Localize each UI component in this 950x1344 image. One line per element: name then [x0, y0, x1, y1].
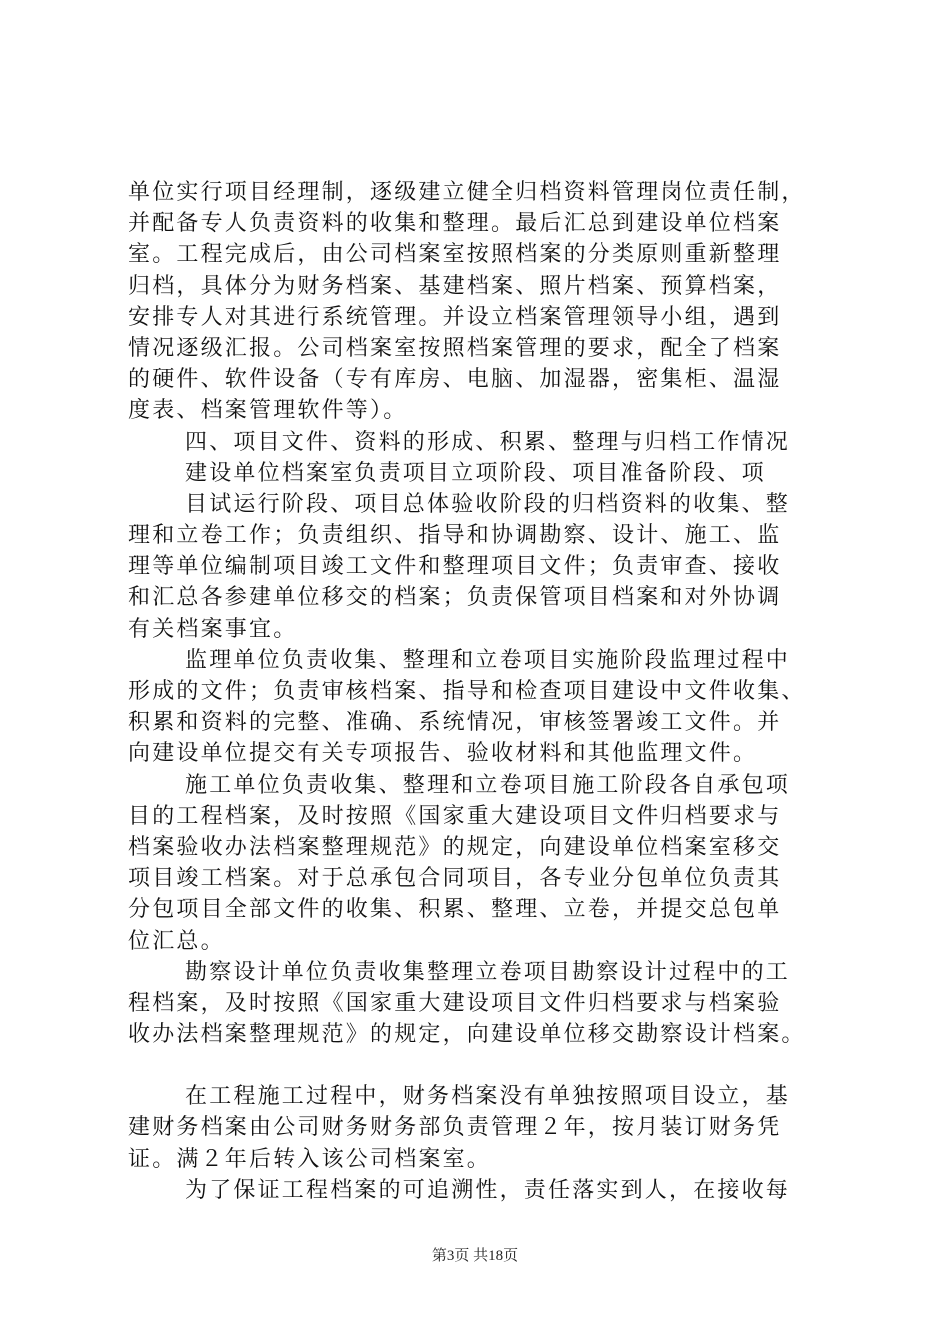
text-line: 理和立卷工作；负责组织、指导和协调勘察、设计、施工、监 — [128, 523, 782, 549]
text-line: 单位实行项目经理制，逐级建立健全归档资料管理岗位责任制， — [128, 180, 806, 205]
text-line: 的硬件、软件设备（专有库房、电脑、加湿器，密集柜、温湿 — [128, 367, 782, 393]
text-line: 程档案，及时按照《国家重大建设项目文件归档要求与档案验 — [128, 990, 782, 1016]
text-line: 建设单位档案室负责项目立项阶段、项目准备阶段、项 — [185, 460, 766, 486]
page-number-footer: 第3页 共18页 — [431, 1248, 519, 1264]
text-line: 向建设单位提交有关专项报告、验收材料和其他监理文件。 — [128, 741, 758, 767]
text-line: 四、项目文件、资料的形成、积累、整理与归档工作情况 — [185, 429, 791, 455]
text-line: 情况逐级汇报。公司档案室按照档案管理的要求，配全了档案 — [128, 335, 782, 361]
text-line: 在工程施工过程中，财务档案没有单独按照项目设立，基 — [185, 1084, 791, 1110]
text-line: 目试运行阶段、项目总体验收阶段的归档资料的收集、整 — [185, 491, 791, 517]
text-line: 分包项目全部文件的收集、积累、整理、立卷，并提交总包单 — [128, 897, 782, 923]
text-line: 施工单位负责收集、整理和立卷项目施工阶段各自承包项 — [185, 772, 791, 798]
text-line: 室。工程完成后，由公司档案室按照档案的分类原则重新整理 — [128, 242, 782, 268]
paragraph — [128, 957, 848, 1051]
text-line: 项目竣工档案。对于总承包合同项目，各专业分包单位负责其 — [128, 866, 782, 892]
paragraph — [128, 1081, 848, 1175]
paragraph — [128, 489, 848, 645]
text-line: 目的工程档案，及时按照《国家重大建设项目文件归档要求与 — [128, 803, 782, 829]
text-line: 位汇总。 — [128, 928, 225, 954]
text-line: 理等单位编制项目竣工文件和整理项目文件；负责审查、接收 — [128, 554, 782, 580]
blank-line — [128, 1050, 848, 1081]
text-line: 安排专人对其进行系统管理。并设立档案管理领导小组，遇到 — [128, 304, 782, 330]
text-line: 度表、档案管理软件等）。 — [128, 398, 408, 424]
paragraph — [128, 645, 848, 770]
text-line: 勘察设计单位负责收集整理立卷项目勘察设计过程中的工 — [185, 959, 791, 985]
paragraph — [128, 770, 848, 957]
text-line: 形成的文件；负责审核档案、指导和检查项目建设中文件收集、 — [128, 679, 806, 704]
text-line: 监理单位负责收集、整理和立卷项目实施阶段监理过程中 — [185, 647, 791, 673]
text-line: 归档，具体分为财务档案、基建档案、照片档案、预算档案， — [128, 273, 782, 299]
text-line: 有关档案事宜。 — [128, 616, 298, 642]
text-line: 和汇总各参建单位移交的档案；负责保管项目档案和对外协调 — [128, 585, 782, 611]
text-line: 收办法档案整理规范》的规定，向建设单位移交勘察设计档案。 — [128, 1022, 806, 1048]
text-line: 并配备专人负责资料的收集和整理。最后汇总到建设单位档案 — [128, 211, 782, 237]
document-body — [128, 177, 848, 1206]
paragraph — [128, 177, 848, 427]
text-line: 为了保证工程档案的可追溯性，责任落实到人，在接收每 — [185, 1177, 791, 1203]
text-line: 档案验收办法档案整理规范》的规定，向建设单位档案室移交 — [128, 834, 782, 860]
text-line: 积累和资料的完整、准确、系统情况，审核签署竣工文件。并 — [128, 710, 782, 736]
paragraph — [128, 458, 848, 489]
text-line: 证。满２年后转入该公司档案室。 — [128, 1146, 492, 1172]
text-line: 建财务档案由公司财务财务部负责管理２年，按月装订财务凭 — [128, 1115, 782, 1141]
paragraph — [128, 1175, 848, 1206]
section-heading — [128, 427, 848, 458]
